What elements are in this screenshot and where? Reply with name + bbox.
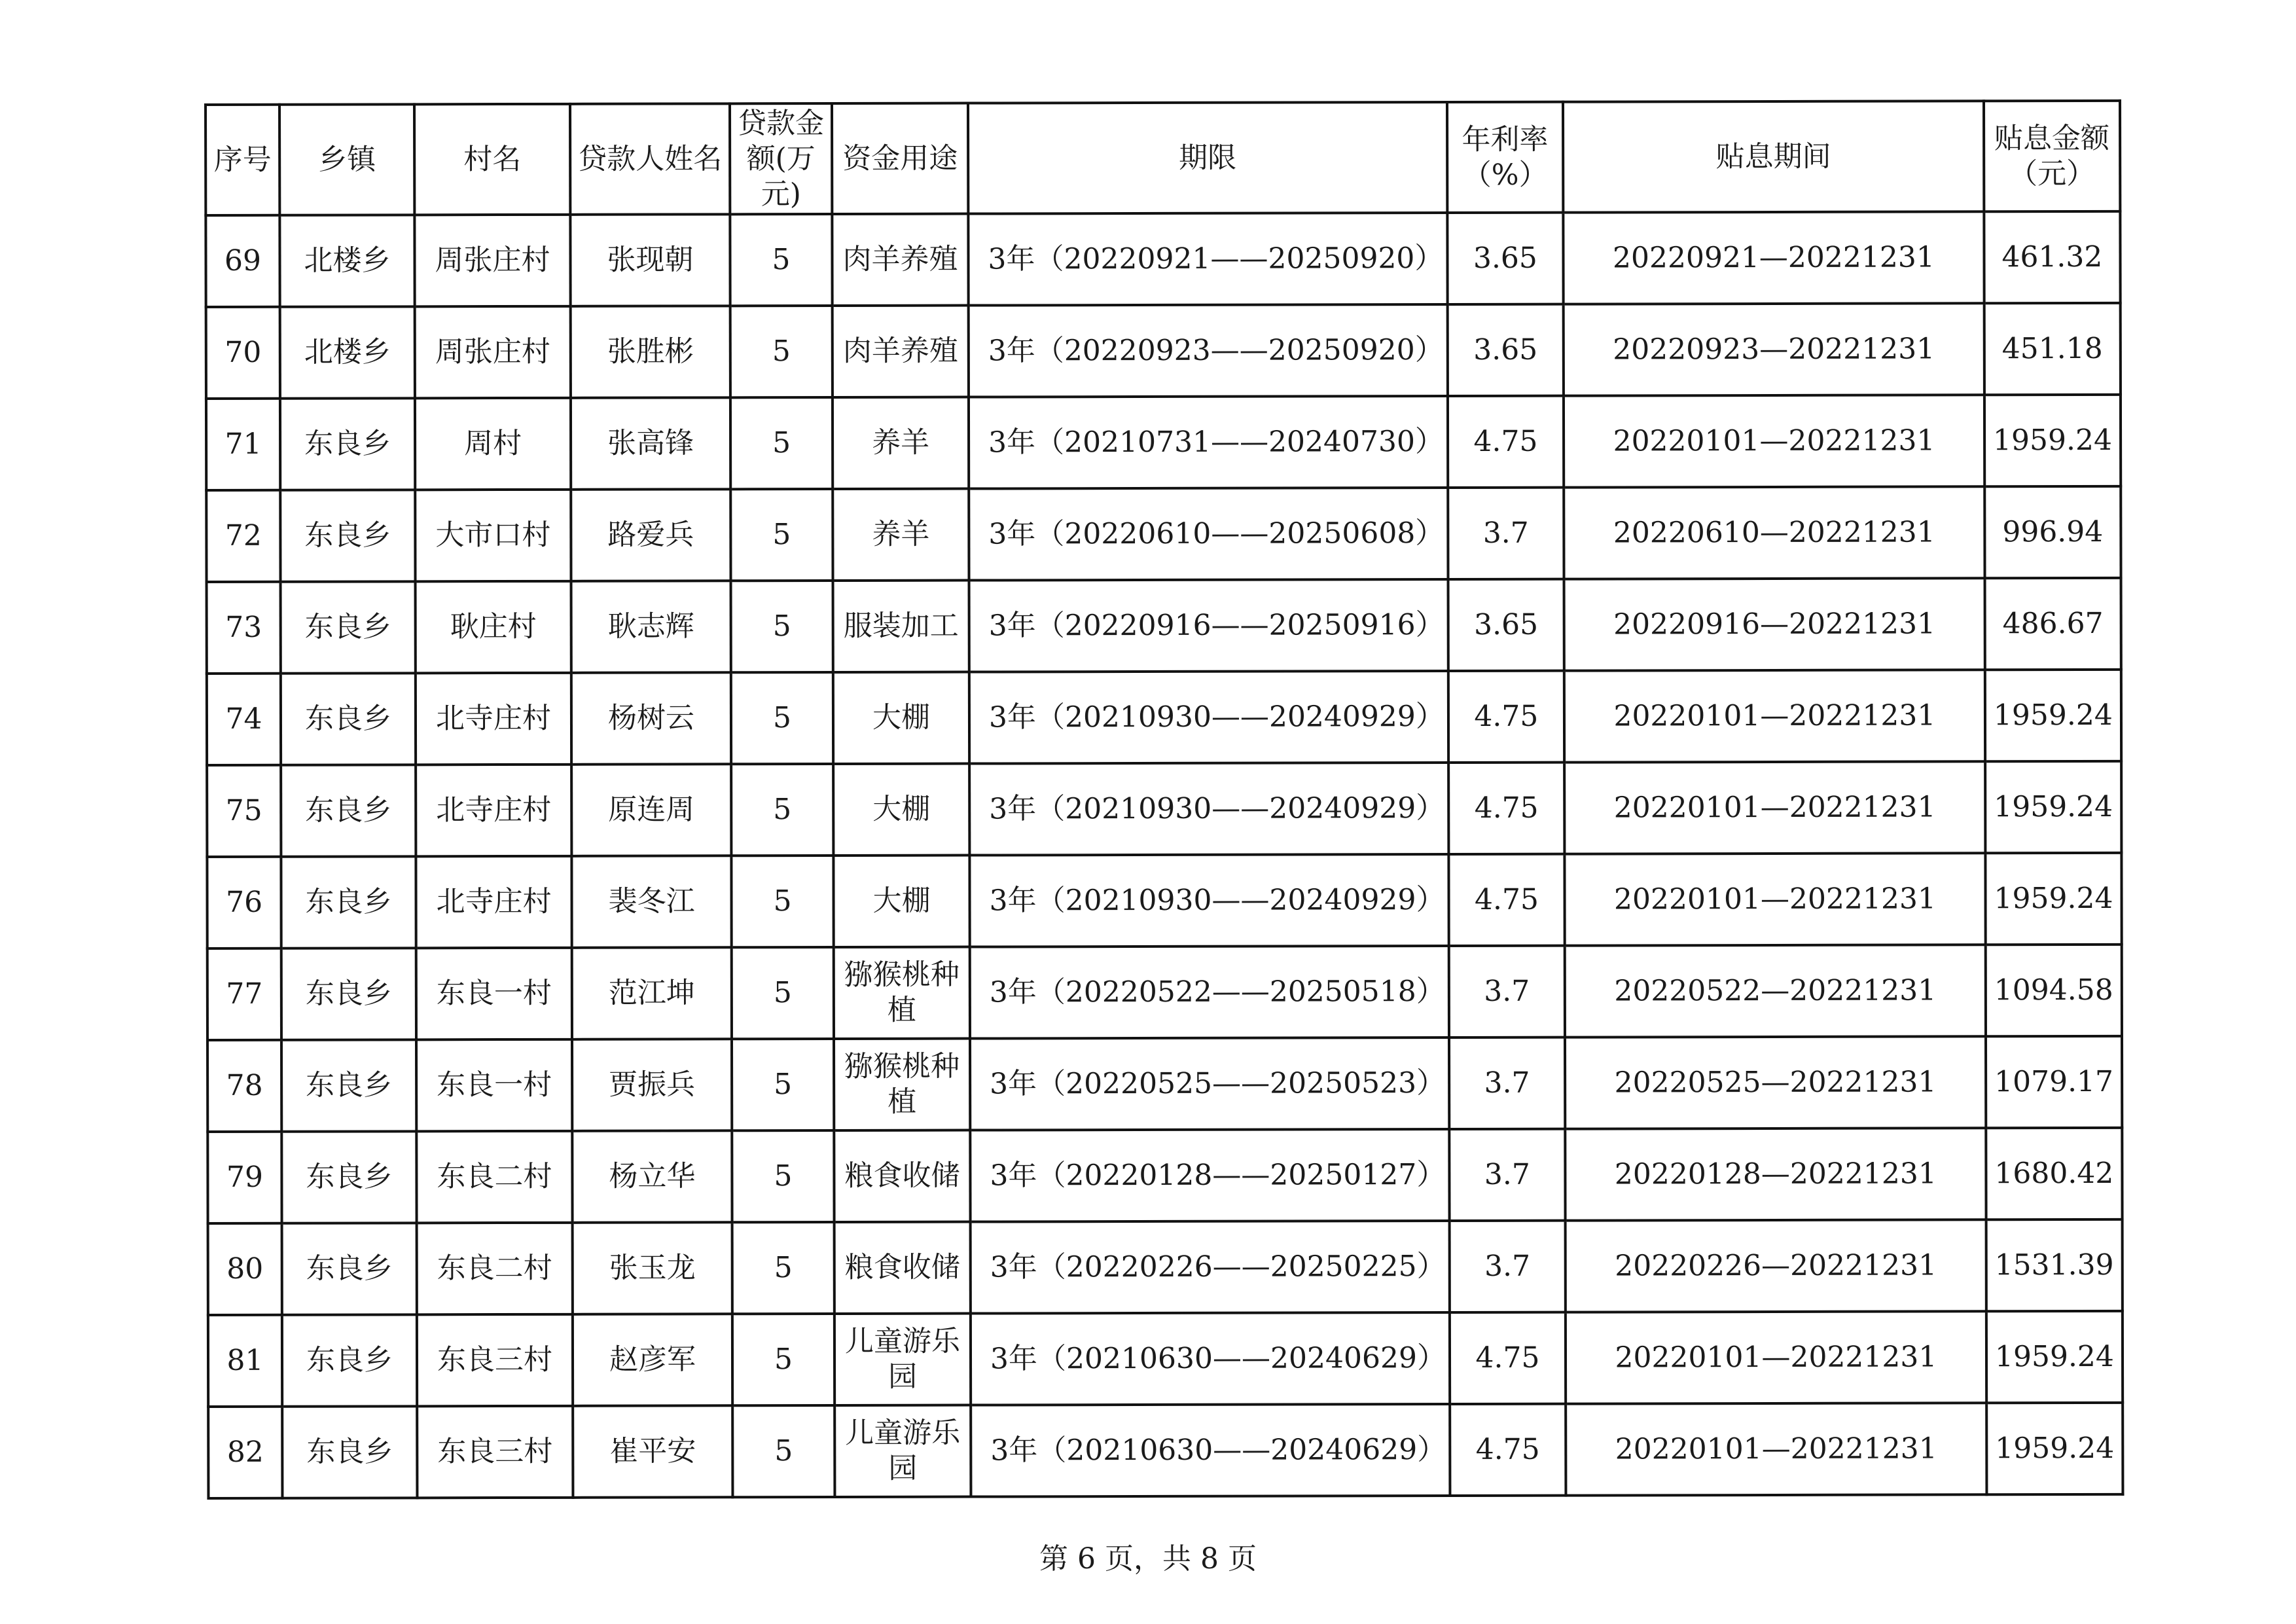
cell-term: 3年（20210930——20240929） xyxy=(969,763,1448,856)
table-row xyxy=(207,578,2121,674)
loan-subsidy-table xyxy=(204,99,2124,1500)
cell-purpose: 大棚 xyxy=(833,672,969,764)
cell-term: 3年（20220916——20250916） xyxy=(969,579,1448,672)
cell-subsidy-period: 20220101—20221231 xyxy=(1564,670,1985,762)
cell-rate: 3.7 xyxy=(1449,1038,1565,1129)
table-row xyxy=(208,1403,2123,1498)
cell-rate: 3.65 xyxy=(1448,304,1564,396)
cell-rate: 4.75 xyxy=(1448,396,1564,488)
cell-subsidy-period: 20220921—20221231 xyxy=(1563,211,1984,304)
cell-rate: 4.75 xyxy=(1448,763,1564,854)
cell-village: 东良一村 xyxy=(416,948,572,1039)
cell-purpose: 猕猴桃种植 xyxy=(834,1039,970,1130)
cell-term: 3年（20210731——20240730） xyxy=(969,396,1448,489)
cell-village: 东良一村 xyxy=(416,1039,572,1131)
header-township: 乡镇 xyxy=(279,104,414,215)
cell-subsidy-period: 20220525—20221231 xyxy=(1565,1036,1986,1128)
cell-township: 北楼乡 xyxy=(280,306,415,398)
table-row xyxy=(206,211,2120,307)
cell-subsidy-period: 20220101—20221231 xyxy=(1566,1311,1986,1403)
cell-borrower: 原连周 xyxy=(571,764,731,856)
cell-amount: 5 xyxy=(731,581,833,672)
cell-index: 74 xyxy=(207,674,281,765)
cell-amount: 5 xyxy=(731,764,833,856)
cell-index: 81 xyxy=(208,1315,282,1407)
cell-index: 76 xyxy=(207,857,281,948)
cell-term: 3年（20210930——20240929） xyxy=(969,671,1448,764)
table-row xyxy=(207,853,2121,948)
cell-borrower: 张高锋 xyxy=(571,397,730,490)
cell-purpose: 大棚 xyxy=(833,764,969,856)
cell-village: 周村 xyxy=(415,398,571,490)
cell-amount: 5 xyxy=(732,1405,834,1497)
cell-amount: 5 xyxy=(730,214,832,306)
cell-term: 3年（20220522——20250518） xyxy=(970,946,1449,1039)
cell-rate: 3.65 xyxy=(1447,213,1563,304)
cell-borrower: 张胜彬 xyxy=(571,306,730,398)
cell-subsidy-period: 20220101—20221231 xyxy=(1564,395,1984,487)
table-row xyxy=(207,670,2121,765)
cell-subsidy-amount: 451.18 xyxy=(1984,303,2121,395)
cell-rate: 3.7 xyxy=(1448,488,1564,579)
cell-subsidy-amount: 1959.24 xyxy=(1985,670,2121,761)
cell-township: 东良乡 xyxy=(281,581,416,673)
cell-index: 77 xyxy=(207,948,281,1040)
cell-purpose: 肉羊养殖 xyxy=(832,214,968,306)
cell-village: 北寺庄村 xyxy=(416,765,571,856)
cell-borrower: 贾振兵 xyxy=(572,1039,732,1131)
cell-rate: 3.65 xyxy=(1448,579,1564,671)
cell-subsidy-period: 20220101—20221231 xyxy=(1564,853,1985,945)
cell-village: 北寺庄村 xyxy=(416,673,571,765)
cell-rate: 3.7 xyxy=(1449,946,1565,1038)
cell-purpose: 养羊 xyxy=(833,397,969,489)
header-subsidy-period: 贴息期间 xyxy=(1563,101,1984,212)
cell-purpose: 服装加工 xyxy=(833,581,969,672)
cell-borrower: 杨立华 xyxy=(572,1130,732,1223)
cell-index: 79 xyxy=(207,1132,281,1223)
cell-village: 东良二村 xyxy=(417,1223,573,1314)
cell-township: 东良乡 xyxy=(281,856,416,948)
cell-term: 3年（20220610——20250608） xyxy=(969,488,1448,581)
cell-township: 东良乡 xyxy=(280,398,415,490)
header-borrower: 贷款人姓名 xyxy=(570,103,730,215)
cell-borrower: 张现朝 xyxy=(570,214,730,306)
cell-amount: 5 xyxy=(730,397,833,489)
table-row xyxy=(207,945,2122,1040)
cell-township: 东良乡 xyxy=(282,1314,417,1406)
cell-township: 东良乡 xyxy=(280,490,415,581)
cell-purpose: 粮食收储 xyxy=(834,1222,971,1314)
cell-subsidy-amount: 461.32 xyxy=(1984,211,2120,303)
cell-amount: 5 xyxy=(730,306,833,397)
cell-term: 3年（20220226——20250225） xyxy=(971,1221,1450,1314)
cell-township: 东良乡 xyxy=(281,1039,416,1131)
cell-village: 北寺庄村 xyxy=(416,856,571,948)
cell-village: 东良三村 xyxy=(417,1406,573,1498)
cell-subsidy-amount: 1959.24 xyxy=(1986,1403,2123,1494)
cell-term: 3年（20220128——20250127） xyxy=(970,1129,1449,1222)
cell-amount: 5 xyxy=(731,856,833,947)
cell-borrower: 张玉龙 xyxy=(573,1222,732,1314)
cell-borrower: 范江坤 xyxy=(572,947,732,1039)
cell-index: 73 xyxy=(207,582,281,674)
cell-subsidy-amount: 1959.24 xyxy=(1985,761,2121,853)
cell-purpose: 大棚 xyxy=(833,856,969,947)
cell-subsidy-period: 20220923—20221231 xyxy=(1564,303,1984,395)
cell-purpose: 粮食收储 xyxy=(834,1130,970,1222)
cell-subsidy-period: 20220522—20221231 xyxy=(1565,945,1986,1037)
cell-rate: 3.7 xyxy=(1449,1221,1565,1312)
header-term: 期限 xyxy=(968,102,1447,214)
cell-township: 东良乡 xyxy=(282,1406,417,1498)
table-row xyxy=(207,761,2121,857)
cell-village: 大市口村 xyxy=(415,490,571,581)
cell-term: 3年（20220921——20250920） xyxy=(968,213,1447,306)
cell-village: 东良三村 xyxy=(417,1314,573,1406)
cell-subsidy-amount: 1959.24 xyxy=(1985,853,2121,945)
cell-subsidy-amount: 1079.17 xyxy=(1986,1036,2122,1128)
cell-index: 80 xyxy=(208,1223,282,1315)
cell-subsidy-amount: 996.94 xyxy=(1984,486,2121,578)
header-purpose: 资金用途 xyxy=(832,103,968,214)
cell-subsidy-period: 20220101—20221231 xyxy=(1564,761,1985,854)
cell-rate: 4.75 xyxy=(1450,1312,1566,1404)
cell-subsidy-amount: 1531.39 xyxy=(1986,1219,2122,1311)
table-row xyxy=(206,486,2121,582)
cell-subsidy-period: 20220916—20221231 xyxy=(1564,578,1984,670)
cell-township: 东良乡 xyxy=(281,673,416,765)
cell-index: 72 xyxy=(206,490,280,582)
cell-index: 78 xyxy=(207,1040,281,1132)
cell-index: 70 xyxy=(206,307,280,399)
cell-township: 东良乡 xyxy=(281,948,416,1039)
cell-borrower: 裴冬江 xyxy=(571,856,731,948)
cell-village: 耿庄村 xyxy=(416,581,571,673)
cell-village: 东良二村 xyxy=(416,1131,572,1223)
header-village: 村名 xyxy=(414,104,570,215)
cell-amount: 5 xyxy=(732,1314,834,1405)
cell-township: 北楼乡 xyxy=(279,215,414,306)
table-row xyxy=(208,1311,2123,1407)
cell-term: 3年（20220525——20250523） xyxy=(970,1038,1449,1130)
cell-amount: 5 xyxy=(732,1130,834,1222)
table-row xyxy=(206,303,2121,399)
cell-rate: 4.75 xyxy=(1448,671,1564,763)
cell-index: 75 xyxy=(207,765,281,857)
cell-village: 周张庄村 xyxy=(415,306,571,398)
cell-township: 东良乡 xyxy=(282,1223,417,1314)
cell-subsidy-period: 20220226—20221231 xyxy=(1565,1219,1986,1312)
table-row xyxy=(207,1128,2122,1223)
header-rate: 年利率（%） xyxy=(1447,102,1563,213)
cell-village: 周张庄村 xyxy=(414,215,570,306)
cell-amount: 5 xyxy=(732,1039,834,1130)
cell-borrower: 赵彦军 xyxy=(573,1314,732,1406)
cell-amount: 5 xyxy=(730,489,833,581)
cell-purpose: 猕猴桃种植 xyxy=(834,947,970,1039)
cell-borrower: 路爱兵 xyxy=(571,489,730,581)
table-body xyxy=(206,211,2123,1498)
cell-term: 3年（20210630——20240629） xyxy=(971,1312,1450,1405)
table-row xyxy=(206,395,2121,490)
header-amount: 贷款金额(万元) xyxy=(730,103,832,214)
cell-borrower: 崔平安 xyxy=(573,1405,732,1498)
header-row xyxy=(206,101,2120,215)
cell-subsidy-amount: 1680.42 xyxy=(1986,1128,2122,1219)
cell-subsidy-amount: 1959.24 xyxy=(1984,395,2121,486)
table-row xyxy=(208,1219,2123,1315)
cell-purpose: 儿童游乐园 xyxy=(834,1314,971,1405)
cell-township: 东良乡 xyxy=(281,765,416,856)
cell-purpose: 肉羊养殖 xyxy=(833,306,969,397)
cell-rate: 4.75 xyxy=(1448,854,1564,946)
cell-subsidy-amount: 1094.58 xyxy=(1986,945,2122,1036)
header-subsidy-amount: 贴息金额（元） xyxy=(1984,101,2120,211)
cell-amount: 5 xyxy=(732,1222,834,1314)
cell-term: 3年（20210930——20240929） xyxy=(969,854,1448,947)
cell-amount: 5 xyxy=(732,947,834,1039)
table-row xyxy=(207,1036,2122,1132)
cell-index: 82 xyxy=(208,1407,282,1498)
cell-borrower: 耿志辉 xyxy=(571,581,731,673)
cell-subsidy-period: 20220610—20221231 xyxy=(1564,486,1984,579)
cell-rate: 4.75 xyxy=(1450,1404,1566,1496)
cell-term: 3年（20210630——20240629） xyxy=(971,1404,1450,1497)
cell-purpose: 养羊 xyxy=(833,489,969,581)
cell-amount: 5 xyxy=(731,672,833,764)
page-number: 第 6 页，共 8 页 xyxy=(1039,1542,1257,1576)
cell-purpose: 儿童游乐园 xyxy=(834,1405,971,1497)
cell-subsidy-amount: 486.67 xyxy=(1984,578,2121,670)
cell-index: 69 xyxy=(206,215,279,307)
header-index: 序号 xyxy=(206,105,279,215)
cell-rate: 3.7 xyxy=(1449,1129,1565,1221)
cell-borrower: 杨树云 xyxy=(571,672,731,765)
cell-township: 东良乡 xyxy=(281,1131,416,1223)
cell-index: 71 xyxy=(206,399,280,490)
cell-subsidy-period: 20220101—20221231 xyxy=(1566,1403,1986,1495)
cell-subsidy-period: 20220128—20221231 xyxy=(1565,1128,1986,1220)
cell-term: 3年（20220923——20250920） xyxy=(969,304,1448,397)
cell-subsidy-amount: 1959.24 xyxy=(1986,1311,2123,1403)
